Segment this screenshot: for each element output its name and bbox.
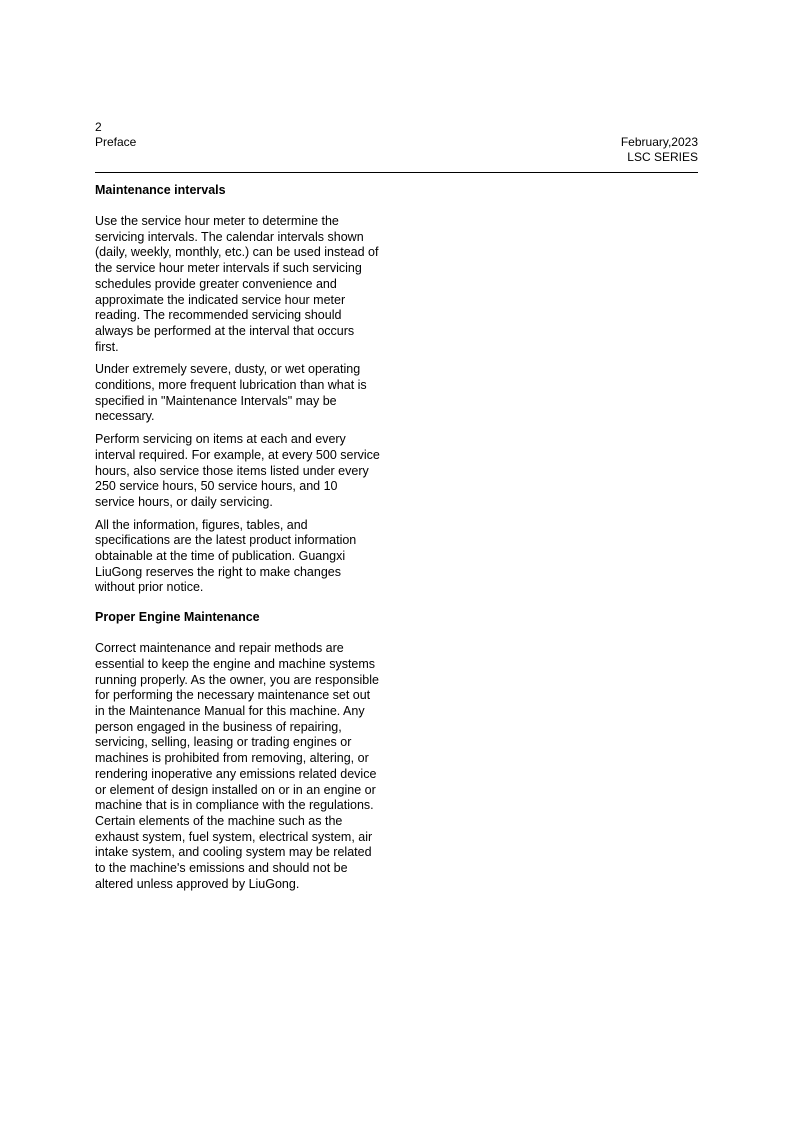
maintenance-intervals-paragraph: Use the service hour meter to determine the servicing intervals. The calendar intervals shown (daily, weekly, monthly, etc.) can be used instead of the service hour meter intervals if such servicing schedules provide greater convenience and approximate the indicated service hour meter reading. The recommended servicing should always be performed at the interval that occurs first. (95, 214, 379, 354)
header-right (621, 135, 698, 165)
header-divider (95, 172, 698, 173)
maintenance-intervals-paragraph: Under extremely severe, dusty, or wet operating conditions, more frequent lubrication than what is specified in "Maintenance Intervals" may be necessary. (95, 362, 367, 424)
publication-date: February,2023 (620, 135, 698, 149)
section-label: Preface (95, 135, 137, 149)
maintenance-intervals-paragraph: All the information, figures, tables, and specifications are the latest product information obtainable at the time of publication. Guangxi LiuGong reserves the right to make changes without prior notice. (95, 517, 357, 595)
content-column (95, 182, 380, 892)
maintenance-intervals-paragraph: Perform servicing on items at each and every interval required. For example, at every 500 service hours, also service those items listed under every 250 service hours, 50 service hours, and 10 service hours, or daily servicing. (95, 432, 380, 509)
proper-engine-maintenance-heading: Proper Engine Maintenance (95, 610, 260, 625)
product-series: LSC SERIES (627, 150, 698, 164)
proper-engine-maintenance-paragraph: Correct maintenance and repair methods are essential to keep the engine and machine systems running properly. As the owner, you are responsible for performing the necessary maintenance set out in the Maintenance Manual for this machine. Any person engaged in the business of repairing, servicing, selling, leasing or trading engines or machines is prohibited from removing, altering, or rendering inoperative any emissions related device or element of design installed on or in an engine or machine that is in compliance with the regulations. Certain elements of the machine such as the exhaust system, fuel system, electrical system, air intake system, and cooling system may be related to the machine's emissions and should not be altered unless approved by LiuGong. (95, 641, 379, 891)
page-number: 2 (95, 120, 102, 134)
maintenance-intervals-heading: Maintenance intervals (95, 183, 226, 197)
